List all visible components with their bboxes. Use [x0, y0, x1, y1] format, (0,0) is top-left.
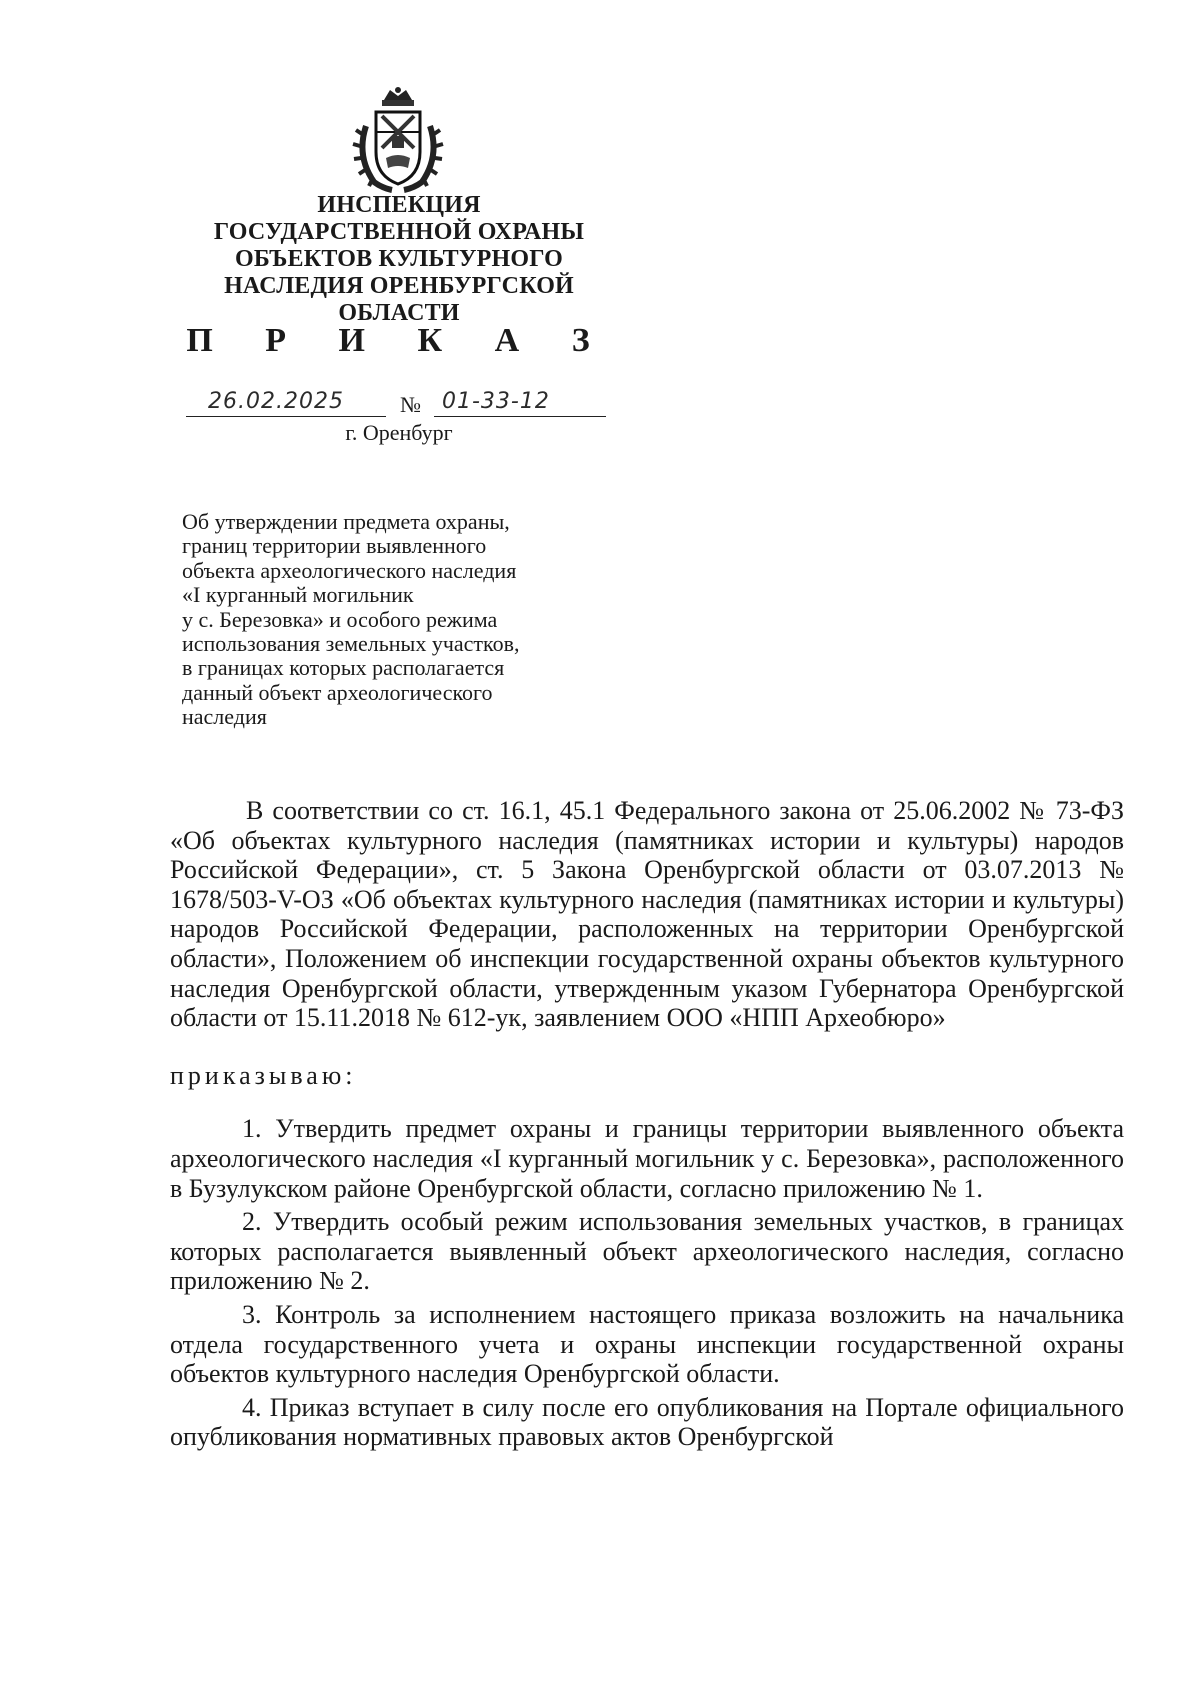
preamble-paragraph: В соответствии со ст. 16.1, 45.1 Федерального закона от 25.06.2002 № 73-ФЗ «Об объектах культурного наследия (памятниках истории и культуры) народов Российской Федерации», ст. 5 Закона Оренбургской области от 03.07.2013 № 1678/503-V-ОЗ «Об объектах культурного наследия (памятниках истории и культуры) народов Российской Федерации, расположенных на территории Оренбургской области», Положением об инспекции государственной охраны объектов культурного наследия Оренбургской области, утвержденным указом Губернатора Оренбургской области от 15.11.2018 № 612-ук, заявлением ООО «НПП Археобюро»	[170, 796, 1124, 1033]
city-name: г. Оренбург	[345, 420, 453, 445]
subject-line: в границах которых располагается	[182, 655, 505, 681]
order-item: 2. Утвердить особый режим использования земельных участков, в границах которых располагается выявленный объект археологического наследия, согласно приложению № 2.	[170, 1207, 1124, 1296]
document-type-title: П Р И К А З	[186, 322, 612, 359]
organization-name	[160, 192, 638, 327]
order-subject	[182, 510, 582, 730]
order-body	[170, 796, 1124, 1456]
subject-line: объекта археологического наследия	[182, 557, 517, 583]
subject-line: «I курганный могильник	[182, 582, 414, 608]
organization-line: ГОСУДАРСТВЕННОЙ ОХРАНЫ	[213, 219, 585, 245]
coat-of-arms-icon	[352, 86, 444, 194]
subject-line: у с. Березовка» и особого режима	[182, 606, 498, 632]
number-sign: №	[400, 392, 421, 417]
handwritten-date: 26.02.2025	[208, 389, 344, 414]
date-number-line	[186, 390, 606, 420]
organization-line: НАСЛЕДИЯ ОРЕНБУРГСКОЙ	[224, 273, 574, 299]
order-item: 3. Контроль за исполнением настоящего приказа возложить на начальника отдела государственного учета и охраны инспекции государственной охраны объектов культурного наследия Оренбургской области.	[170, 1299, 1124, 1389]
number-field	[434, 390, 606, 417]
organization-line: ИНСПЕКЦИЯ	[317, 192, 481, 218]
subject-line: данный объект археологического	[182, 679, 493, 705]
subject-line: границ территории выявленного	[182, 533, 487, 559]
subject-line: наследия	[182, 704, 267, 730]
date-field	[186, 390, 386, 417]
organization-line: ОБЛАСТИ	[338, 300, 460, 326]
subject-line: использования земельных участков,	[182, 631, 520, 657]
handwritten-number: 01-33-12	[442, 389, 550, 414]
organization-line: ОБЪЕКТОВ КУЛЬТУРНОГО	[234, 246, 564, 272]
order-word: приказываю:	[170, 1060, 357, 1090]
subject-line: Об утверждении предмета охраны,	[182, 509, 510, 534]
order-item: 1. Утвердить предмет охраны и границы территории выявленного объекта археологического наследия «I курганный могильник у с. Березовка», расположенного в Бузулукском районе Оренбургской области, согласно приложению № 1.	[170, 1114, 1124, 1203]
order-item: 4. Приказ вступает в силу после его опубликования на Портале официального опубликования нормативных правовых актов Оренбургской	[170, 1392, 1124, 1452]
